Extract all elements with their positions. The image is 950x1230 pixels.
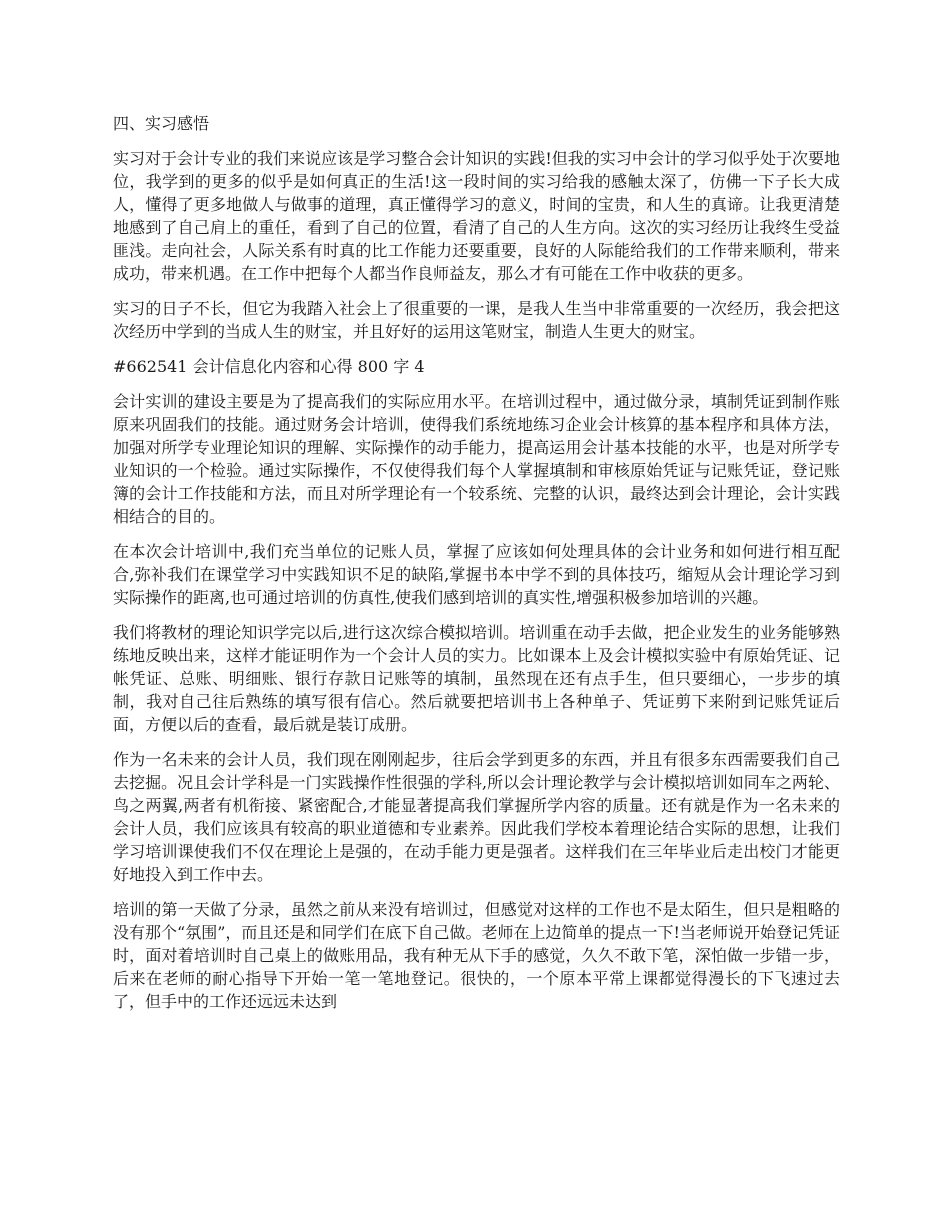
paragraph-internship-reflection: 实习对于会计专业的我们来说应该是学习整合会计知识的实践!但我的实习中会计的学习似乎处于次要地位，我学到的更多的似乎是如何真正的生活!这一段时间的实习给我的感触太深了，仿佛一下子长大成人，懂得了更多地做人与做事的道理，真正懂得学习的意义，时间的宝贵，和人生的真谛。让我更清楚地感到了自己肩上的重任，看到了自己的位置，看清了自己的人生方向。这次的实习经历让我终生受益匪浅。走向社会，人际关系有时真的比工作能力还要重要，良好的人际能给我们的工作带来顺利，带来成功，带来机遇。在工作中把每个人都当作良师益友，那么才有可能在工作中收获的更多。 — [113, 149, 840, 283]
article-title: #662541 会计信息化内容和心得 800 字 4 — [113, 357, 425, 376]
paragraph-internship-summary: 实习的日子不长，但它为我踏入社会上了很重要的一课，是我人生当中非常重要的一次经历，我会把这次经历中学到的当成人生的财宝，并且好好的运用这笔财宝，制造人生更大的财宝。 — [113, 299, 840, 341]
paragraph-first-day: 培训的第一天做了分录，虽然之前从来没有培训过，但感觉对这样的工作也不是太陌生，但只是粗略的没有那个“氛围”，而且还是和同学们在底下自己做。老师在上边简单的提点一下!当老师说开始登记凭证时，面对着培训时自己桌上的做账用品，我有种无从下手的感觉，久久不敢下笔，深怕做一步错一步，后来在老师的耐心指导下开始一笔一笔地登记。很快的，一个原本平常上课都觉得漫长的下飞速过去了，但手中的工作还远远未达到 — [113, 900, 840, 1011]
paragraph-simulation-training: 我们将教材的理论知识学完以后,进行这次综合模拟培训。培训重在动手去做，把企业发生的业务能够熟练地反映出来，这样才能证明作为一个会计人员的实力。比如课本上及会计模拟实验中有原始凭证、记帐凭证、总账、明细账、银行存款日记账等的填制，虽然现在还有点手生，但只要细心，一步步的填制，我对自己往后熟练的填写很有信心。然后就要把培训书上各种单子、凭证剪下来附到记账凭证后面，方便以后的查看，最后就是装订成册。 — [113, 623, 840, 734]
paragraph-training-role: 在本次会计培训中,我们充当单位的记账人员，掌握了应该如何处理具体的会计业务和如何进行相互配合,弥补我们在课堂学习中实践知识不足的缺陷,掌握书本中学不到的具体技巧，缩短从会计理论学习到实际操作的距离,也可通过培训的仿真性,使我们感到培训的真实性,增强积极参加培训的兴趣。 — [113, 542, 840, 607]
paragraph-future-accountant: 作为一名未来的会计人员，我们现在刚刚起步，往后会学到更多的东西，并且有很多东西需要我们自己去挖掘。况且会计学科是一门实践操作性很强的学科,所以会计理论教学与会计模拟培训如同车之两轮、鸟之两翼,两者有机衔接、紧密配合,才能显著提高我们掌握所学内容的质量。还有就是作为一名未来的会计人员，我们应该具有较高的职业道德和专业素养。因此我们学校本着理论结合实际的思想，让我们学习培训课使我们不仅在理论上是强的，在动手能力更是强者。这样我们在三年毕业后走出校门才能更好地投入到工作中去。 — [113, 750, 840, 884]
section-heading: 四、实习感悟 — [113, 114, 210, 133]
document-page — [113, 112, 840, 1025]
paragraph-training-purpose: 会计实训的建设主要是为了提高我们的实际应用水平。在培训过程中，通过做分录，填制凭证到制作账原来巩固我们的技能。通过财务会计培训，使得我们系统地练习企业会计核算的基本程序和具体方法，加强对所学专业理论知识的理解、实际操作的动手能力，提高运用会计基本技能的水平，也是对所学专业知识的一个检验。通过实际操作，不仅使得我们每个人掌握填制和审核原始凭证与记账凭证，登记账簿的会计工作技能和方法，而且对所学理论有一个较系统、完整的认识，最终达到会计理论，会计实践相结合的目的。 — [113, 392, 840, 526]
